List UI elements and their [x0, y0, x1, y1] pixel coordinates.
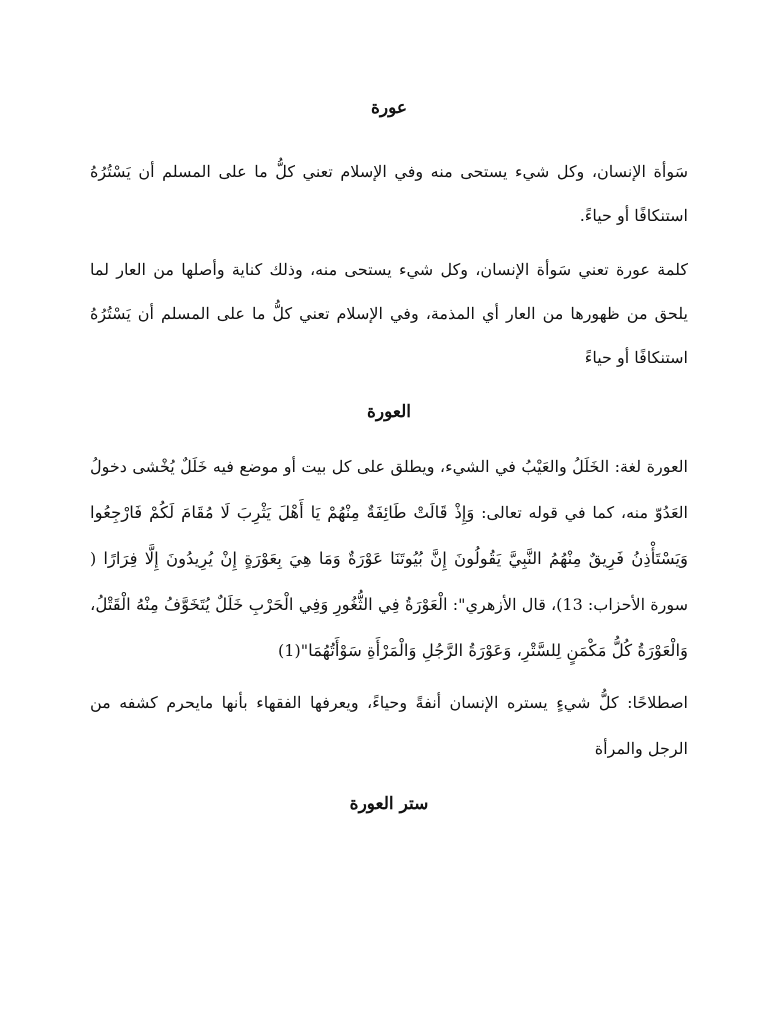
section-heading: العورة [366, 402, 411, 422]
definition-paragraph: كلمة عورة تعني سَوأة الإنسان، وكل شيء يستحى منه، وذلك كناية وأصلها من العار لما يلحق من ظهورها من العار أي المذمة، وفي الإسلام تعني كلُّ ما على المسلم أن يَسْتُرُهُ استنكافًا أو حياءً [90, 260, 688, 367]
verse-reference: ( سورة الأحزاب: 13)، قال الأزهري": [90, 549, 688, 614]
definition-paragraph: سَوأة الإنسان، وكل شيء يستحى منه وفي الإسلام تعني كلُّ ما على المسلم أن يَسْتُرُهُ استنكافًا أو حياءً. [90, 162, 688, 225]
section-heading: ستر العورة [349, 794, 429, 814]
footnote-marker: "(1) [278, 641, 309, 660]
linguistic-definition-paragraph [90, 444, 688, 674]
paragraph-text: العورة لغة: الخَلَلُ والعَيْبُ في الشيء، ويطلق على كل بيت أو موضع فيه خَلَلٌ يُخْشى دخولُ العَدُوّ منه، كما في قوله تعالى: [90, 457, 688, 522]
terminological-definition-paragraph: اصطلاحًا: كلُّ شيءٍ يستره الإنسان أنفةً وحياءً، ويعرفها الفقهاء بأنها مايحرم كشفه من الرجل والمرأة [90, 693, 688, 758]
section-heading: عورة [370, 98, 408, 118]
quran-verse: وَإِذْ قَالَتْ طَائِفَةٌ مِنْهُمْ يَا أَهْلَ يَثْرِبَ لَا مُقَامَ لَكُمْ فَارْجِعُوا وَيَسْتَأْذِنُ فَرِيقٌ مِنْهُمُ النَّبِيَّ يَقُولُونَ إِنَّ بُيُوتَنَا عَوْرَةٌ وَمَا هِيَ بِعَوْرَةٍ إِنْ يُرِيدُونَ إِلَّا فِرَارًا [90, 503, 689, 568]
quoted-text: الْعَوْرَةُ فِي الثُّغُورِ وَفِي الْحَرْبِ خَلَلٌ يُتَخَوَّفُ مِنْهُ الْقَتْلُ، وَالْعَوْرَةُ كُلُّ مَكْمَنٍ لِلسَّتْرِ، وَعَوْرَةُ الرَّجُلِ وَالْمَرْأَةِ سَوْأَتُهُمَا [90, 595, 688, 660]
